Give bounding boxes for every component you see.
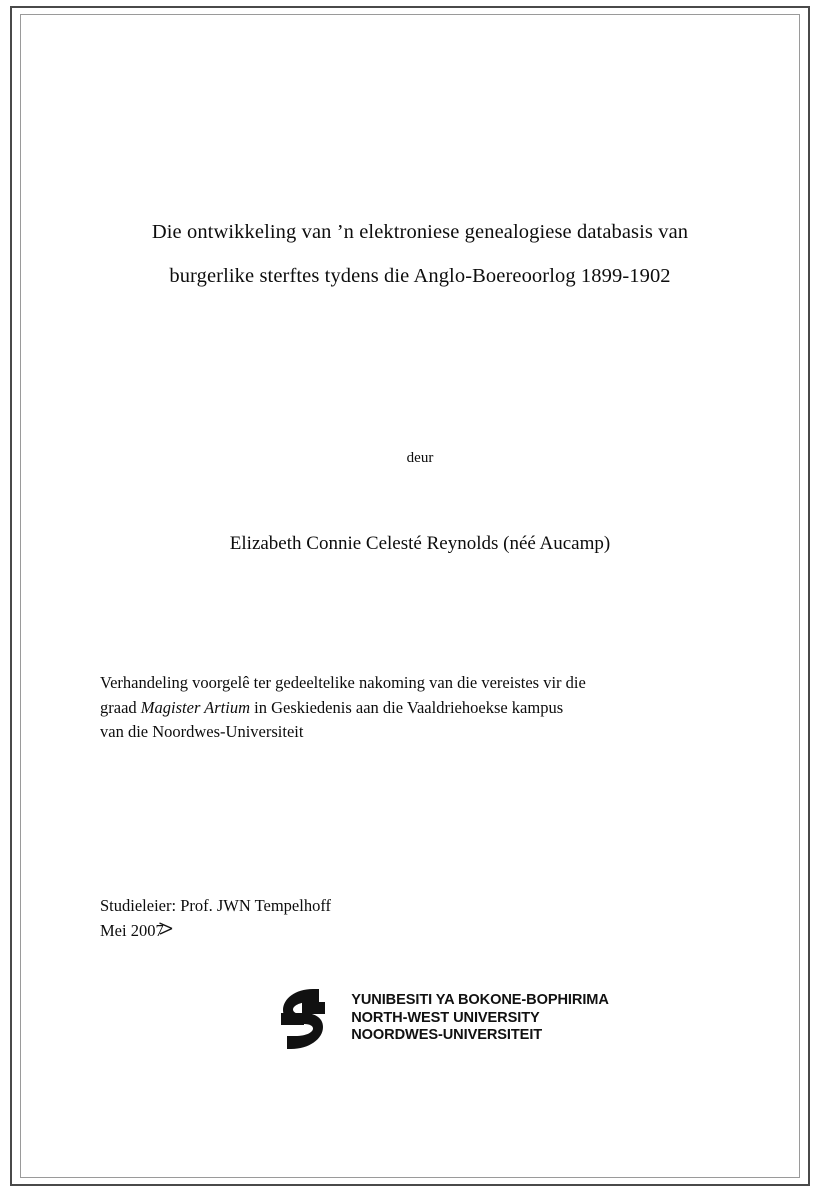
submission-statement xyxy=(100,671,740,745)
page-title xyxy=(100,210,740,298)
date-line: Mei 2007 xyxy=(100,920,164,940)
title-line-1: Die ontwikkeling van ’n elektroniese genealogiese databasis van xyxy=(151,221,689,243)
logo-text-block xyxy=(351,992,609,1045)
logo-text-line-2: NORTH-WEST UNIVERSITY xyxy=(351,1009,540,1026)
university-logo xyxy=(100,983,740,1055)
logo-text-line-1: YUNIBESITI YA BOKONE-BOPHIRIMA xyxy=(351,992,609,1009)
author-name: Elizabeth Connie Celesté Reynolds (néé Aucamp) xyxy=(229,533,611,554)
submission-line-3: van die Noordwes-Universiteit xyxy=(100,722,304,741)
supervisor-line: Studieleier: Prof. JWN Tempelhoff xyxy=(100,895,332,915)
by-label: deur xyxy=(406,450,434,466)
title-line-2: burgerlike sterftes tydens die Anglo-Boereoorlog 1899-1902 xyxy=(169,265,671,287)
submission-line-2-pre: graad xyxy=(100,697,141,717)
submission-line-2 xyxy=(100,696,740,721)
submission-line-2-post: in Geskiedenis aan die Vaaldriehoekse kampus xyxy=(250,697,564,717)
north-west-university-logo-icon xyxy=(261,983,345,1055)
supervisor-and-date xyxy=(100,893,740,943)
title-page-content xyxy=(100,150,740,1110)
date-wrapper xyxy=(100,918,740,943)
logo-text-line-3: NOORDWES-UNIVERSITEIT xyxy=(351,1027,543,1044)
submission-line-1: Verhandeling voorgelê ter gedeeltelike nakoming van die vereistes vir die xyxy=(100,673,586,692)
degree-name: Magister Artium xyxy=(140,697,251,717)
